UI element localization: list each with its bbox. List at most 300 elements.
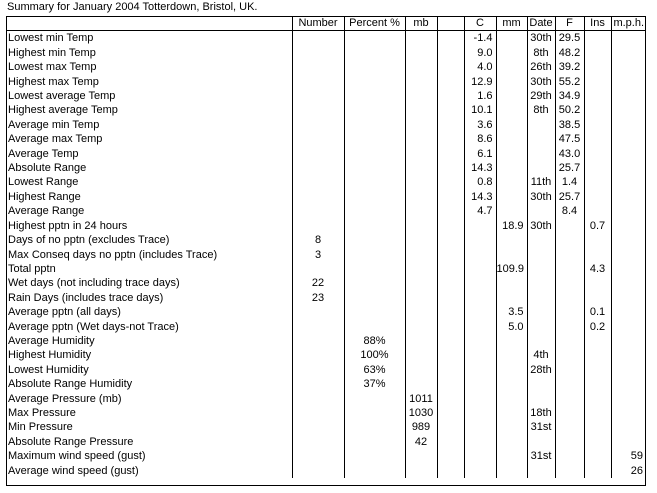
percent-cell [344,435,405,449]
table-row [6,161,646,175]
table-row [6,320,646,334]
mb-cell [405,190,437,204]
c-cell [464,291,496,305]
mb-cell [405,276,437,290]
number-cell [292,175,344,189]
table-row [6,291,646,305]
blank-cell [437,464,464,478]
table-row [6,190,646,204]
row-label: Lowest Range [8,176,79,189]
ins-cell [584,60,611,74]
table-row [6,262,646,276]
ins-cell [584,89,611,103]
table-row [6,46,646,60]
c-cell [464,233,496,247]
percent-cell [344,118,405,132]
c-cell [464,320,496,334]
header-mb: mb [405,16,437,31]
percent-cell: 88% [344,334,405,348]
date-cell [527,291,555,305]
f-cell: 34.9 [555,89,584,103]
mm-cell [496,161,527,175]
mm-cell [496,175,527,189]
blank-cell [437,175,464,189]
mb-cell [405,132,437,146]
table-row [6,305,646,319]
row-label: Average Humidity [8,334,95,347]
c-cell [464,392,496,406]
date-cell [527,377,555,391]
f-cell [555,406,584,420]
date-cell: 8th [527,46,555,60]
mph-cell [611,46,646,60]
mm-cell: 5.0 [496,320,527,334]
percent-cell [344,233,405,247]
mb-cell [405,75,437,89]
f-cell: 55.2 [555,75,584,89]
mm-cell [496,406,527,420]
f-cell [555,219,584,233]
header-row [6,16,646,31]
mph-cell [611,377,646,391]
blank-cell [437,406,464,420]
table-row [6,449,646,463]
c-cell: 14.3 [464,161,496,175]
date-cell [527,147,555,161]
table-row [6,348,646,362]
c-cell [464,334,496,348]
mb-cell: 42 [405,435,437,449]
date-cell: 31st [527,449,555,463]
number-cell [292,132,344,146]
mm-cell [496,75,527,89]
ins-cell: 0.2 [584,320,611,334]
row-label: Wet days (not including trace days) [8,277,180,290]
mm-cell [496,233,527,247]
row-label: Average Range [8,205,85,218]
date-cell [527,435,555,449]
mb-cell [405,291,437,305]
blank-cell [437,219,464,233]
mm-cell: 109.9 [496,262,527,276]
table-body [6,31,646,478]
f-cell: 50.2 [555,103,584,117]
mm-cell [496,334,527,348]
ins-cell [584,175,611,189]
percent-cell [344,262,405,276]
number-cell: 3 [292,248,344,262]
row-label: Average Temp [8,147,79,160]
mb-cell [405,60,437,74]
mm-cell [496,377,527,391]
c-cell: -1.4 [464,31,496,46]
blank-cell [437,248,464,262]
mm-cell [496,46,527,60]
c-cell: 4.0 [464,60,496,74]
table-row [6,435,646,449]
mph-cell [611,363,646,377]
row-label: Lowest min Temp [8,32,94,45]
header-date: Date [527,16,555,31]
number-cell [292,190,344,204]
mb-cell [405,233,437,247]
f-cell [555,291,584,305]
ins-cell [584,377,611,391]
blank-cell [437,435,464,449]
percent-cell [344,449,405,463]
ins-cell [584,147,611,161]
f-cell: 43.0 [555,147,584,161]
c-cell [464,464,496,478]
f-cell [555,276,584,290]
ins-cell [584,291,611,305]
ins-cell [584,464,611,478]
ins-cell [584,449,611,463]
row-label: Absolute Range Humidity [8,378,133,391]
mb-cell [405,262,437,276]
table-row [6,147,646,161]
mb-cell [405,449,437,463]
blank-cell [437,204,464,218]
blank-cell [437,46,464,60]
mph-cell: 59 [611,449,646,463]
row-label: Average min Temp [8,118,100,131]
ins-cell [584,363,611,377]
c-cell: 0.8 [464,175,496,189]
blank-cell [437,132,464,146]
mph-cell [611,406,646,420]
date-cell [527,276,555,290]
row-label: Highest max Temp [8,75,99,88]
date-cell [527,204,555,218]
mph-cell [611,60,646,74]
table-row [6,75,646,89]
ins-cell [584,46,611,60]
number-cell [292,75,344,89]
header-ins: Ins [584,16,611,31]
date-cell: 30th [527,219,555,233]
mb-cell [405,46,437,60]
row-label: Absolute Range [8,162,87,175]
blank-cell [437,291,464,305]
blank-cell [437,420,464,434]
mph-cell [611,204,646,218]
table-row [6,464,646,478]
f-cell [555,348,584,362]
ins-cell [584,248,611,262]
mph-cell [611,161,646,175]
percent-cell [344,406,405,420]
mb-cell [405,320,437,334]
date-cell [527,392,555,406]
percent-cell [344,276,405,290]
blank-cell [437,190,464,204]
row-label: Average Pressure (mb) [8,392,122,405]
blank-cell [437,60,464,74]
c-cell [464,449,496,463]
mph-cell [611,103,646,117]
c-cell: 9.0 [464,46,496,60]
percent-cell [344,305,405,319]
date-cell: 31st [527,420,555,434]
row-label: Days of no pptn (excludes Trace) [8,234,170,247]
blank-cell [437,118,464,132]
table-row [6,175,646,189]
percent-cell: 37% [344,377,405,391]
blank-cell [437,392,464,406]
mb-cell [405,464,437,478]
ins-cell [584,420,611,434]
mb-cell: 1011 [405,392,437,406]
mm-cell [496,31,527,46]
mm-cell [496,103,527,117]
mph-cell [611,262,646,276]
mph-cell [611,132,646,146]
number-cell [292,305,344,319]
f-cell [555,363,584,377]
ins-cell [584,118,611,132]
mph-cell [611,334,646,348]
number-cell [292,348,344,362]
ins-cell [584,435,611,449]
mb-cell [405,118,437,132]
date-cell: 30th [527,190,555,204]
f-cell [555,320,584,334]
percent-cell [344,291,405,305]
ins-cell: 4.3 [584,262,611,276]
mph-cell [611,276,646,290]
mm-cell [496,190,527,204]
percent-cell [344,392,405,406]
mph-cell [611,75,646,89]
blank-cell [437,161,464,175]
date-cell: 11th [527,175,555,189]
blank-cell [437,320,464,334]
number-cell [292,320,344,334]
date-cell [527,334,555,348]
f-cell: 25.7 [555,161,584,175]
mm-cell [496,248,527,262]
date-cell: 26th [527,60,555,74]
number-cell [292,161,344,175]
ins-cell [584,75,611,89]
c-cell [464,435,496,449]
percent-cell [344,46,405,60]
table-row [6,377,646,391]
table-row [6,118,646,132]
ins-cell [584,276,611,290]
row-label: Lowest max Temp [8,61,97,74]
mm-cell [496,132,527,146]
f-cell [555,420,584,434]
c-cell [464,248,496,262]
summary-table [6,16,646,478]
row-label: Total pptn [8,262,56,275]
f-cell [555,305,584,319]
table-row [6,276,646,290]
mph-cell: 26 [611,464,646,478]
c-cell: 12.9 [464,75,496,89]
c-cell [464,305,496,319]
f-cell [555,262,584,276]
mb-cell [405,161,437,175]
date-cell: 4th [527,348,555,362]
mb-cell [405,219,437,233]
blank-cell [437,233,464,247]
row-label: Max Conseq days no pptn (includes Trace) [8,248,218,261]
blank-cell [437,75,464,89]
row-label: Average wind speed (gust) [8,464,139,477]
f-cell: 47.5 [555,132,584,146]
mb-cell [405,248,437,262]
row-label: Highest Humidity [8,349,92,362]
table-row [6,31,646,46]
percent-cell [344,219,405,233]
c-cell [464,348,496,362]
mph-cell [611,190,646,204]
ins-cell [584,132,611,146]
number-cell [292,118,344,132]
blank-cell [437,377,464,391]
number-cell [292,31,344,46]
percent-cell [344,320,405,334]
ins-cell [584,392,611,406]
table-row [6,132,646,146]
mm-cell [496,348,527,362]
number-cell: 22 [292,276,344,290]
row-label: Lowest average Temp [8,90,116,103]
c-cell: 1.6 [464,89,496,103]
header-blank [437,16,464,31]
mm-cell [496,420,527,434]
header-c: C [464,16,496,31]
number-cell [292,103,344,117]
number-cell [292,46,344,60]
c-cell [464,406,496,420]
percent-cell [344,204,405,218]
row-label: Min Pressure [8,421,73,434]
blank-cell [437,348,464,362]
mph-cell [611,147,646,161]
blank-cell [437,89,464,103]
f-cell: 38.5 [555,118,584,132]
mph-cell [611,348,646,362]
percent-cell [344,161,405,175]
c-cell [464,262,496,276]
ins-cell [584,334,611,348]
ins-cell [584,161,611,175]
f-cell [555,464,584,478]
f-cell [555,435,584,449]
c-cell: 3.6 [464,118,496,132]
date-cell [527,262,555,276]
blank-cell [437,305,464,319]
date-cell [527,161,555,175]
c-cell: 10.1 [464,103,496,117]
number-cell [292,420,344,434]
ins-cell: 0.1 [584,305,611,319]
number-cell [292,204,344,218]
header-percent: Percent % [344,16,405,31]
blank-cell [437,334,464,348]
row-label: Max Pressure [8,406,76,419]
blank-cell [437,262,464,276]
table-row [6,406,646,420]
f-cell [555,248,584,262]
mm-cell [496,363,527,377]
blank-cell [437,147,464,161]
mb-cell [405,147,437,161]
mb-cell [405,31,437,46]
table-row [6,248,646,262]
date-cell: 18th [527,406,555,420]
date-cell [527,233,555,247]
mm-cell [496,392,527,406]
c-cell [464,219,496,233]
header-number: Number [292,16,344,31]
mph-cell [611,305,646,319]
date-cell [527,320,555,334]
percent-cell [344,31,405,46]
table-row [6,334,646,348]
blank-cell [437,363,464,377]
mb-cell [405,204,437,218]
f-cell: 1.4 [555,175,584,189]
c-cell: 4.7 [464,204,496,218]
blank-cell [437,31,464,46]
number-cell: 23 [292,291,344,305]
row-label: Highest min Temp [8,46,96,59]
f-cell: 8.4 [555,204,584,218]
mph-cell [611,320,646,334]
date-cell [527,118,555,132]
c-cell [464,363,496,377]
mm-cell [496,147,527,161]
mb-cell [405,377,437,391]
f-cell [555,392,584,406]
percent-cell [344,190,405,204]
mb-cell [405,305,437,319]
mb-cell [405,363,437,377]
row-label: Absolute Range Pressure [8,435,134,448]
blank-cell [437,103,464,117]
percent-cell: 100% [344,348,405,362]
percent-cell [344,103,405,117]
ins-cell [584,348,611,362]
header-label-cell [6,16,292,31]
percent-cell [344,60,405,74]
f-cell [555,449,584,463]
date-cell: 28th [527,363,555,377]
row-label: Average pptn (Wet days-not Trace) [8,320,179,333]
mm-cell [496,449,527,463]
mb-cell [405,103,437,117]
number-cell [292,449,344,463]
mph-cell [611,175,646,189]
f-cell: 29.5 [555,31,584,46]
number-cell [292,363,344,377]
percent-cell [344,464,405,478]
row-label: Highest Range [8,190,81,203]
f-cell [555,233,584,247]
number-cell [292,435,344,449]
mm-cell [496,435,527,449]
header-f: F [555,16,584,31]
date-cell [527,305,555,319]
date-cell: 30th [527,75,555,89]
mph-cell [611,233,646,247]
row-label: Average pptn (all days) [8,306,121,319]
